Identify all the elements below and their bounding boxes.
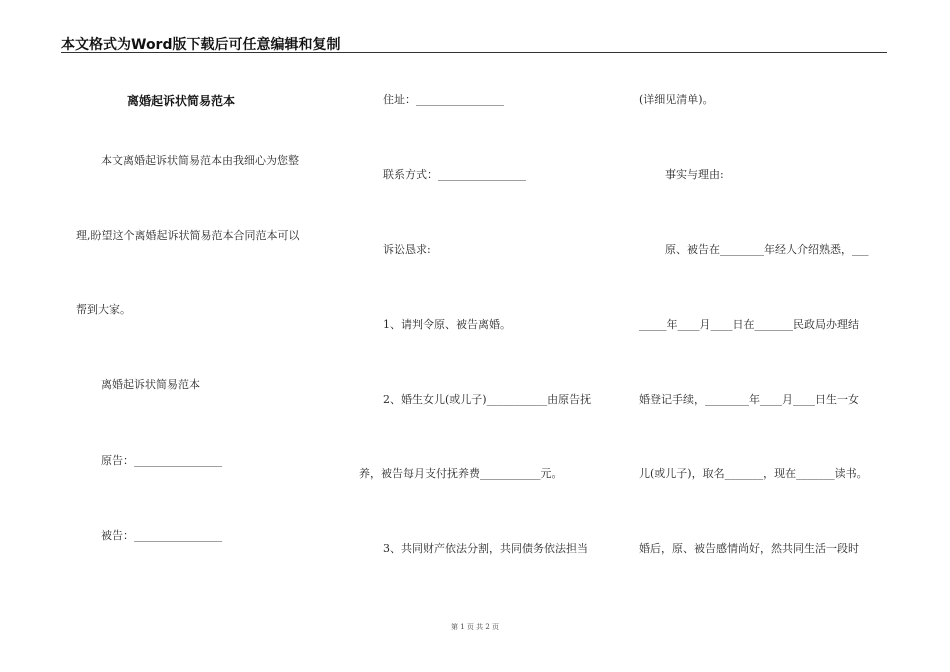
fact-line-2: _____年____月____日在_______民政局办理结 [639, 318, 859, 331]
fact-line-4: 儿(或儿子)，取名_______，现在_______读书。 [639, 467, 868, 480]
detail-note: (详细见清单)。 [639, 93, 714, 106]
claim-1: 1、请判令原、被告离婚。 [383, 318, 511, 331]
fact-line-5: 婚后，原、被告感情尚好，然共同生活一段时 [639, 542, 859, 555]
defendant-field: 被告：________________ [101, 529, 222, 542]
intro-line-3: 帮到大家。 [76, 303, 131, 316]
fact-line-3: 婚登记手续，________年____月____日生一女 [639, 393, 859, 406]
address-field: 住址：________________ [383, 93, 504, 106]
contact-field: 联系方式：________________ [383, 168, 526, 181]
subtitle: 离婚起诉状简易范本 [101, 378, 200, 391]
intro-line-2: 理,盼望这个离婚起诉状简易范本合同范本可以 [76, 229, 300, 242]
claim-2-line-2: 养，被告每月支付抚养费___________元。 [359, 467, 563, 480]
fact-line-1: 原、被告在________年经人介绍熟悉，___ [665, 243, 869, 256]
claim-3: 3、共同财产依法分割，共同债务依法担当 [383, 542, 588, 555]
page-number: 第 1 页 共 2 页 [450, 623, 500, 631]
intro-line-1: 本文离婚起诉状简易范本由我细心为您整 [101, 154, 299, 167]
plaintiff-field: 原告：________________ [101, 454, 222, 467]
claim-2-line-1: 2、婚生女儿(或儿子)___________由原告抚 [383, 393, 592, 406]
header-divider [61, 52, 887, 53]
facts-heading: 事实与理由: [665, 168, 724, 181]
claims-heading: 诉讼恳求: [383, 243, 431, 256]
document-title: 离婚起诉状简易范本 [127, 94, 236, 108]
document-header: 本文格式为Word版下载后可任意编辑和复制 [61, 37, 341, 53]
